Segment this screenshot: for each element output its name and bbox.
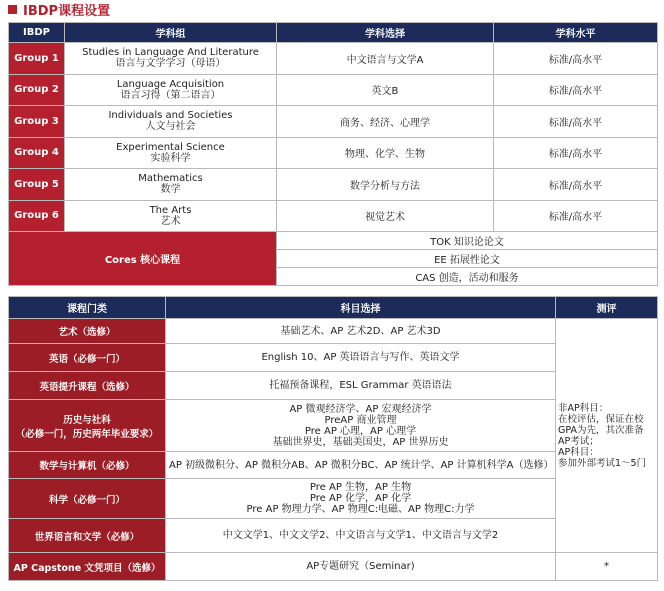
ibdp-table — [8, 22, 658, 286]
group-name-en: Mathematics — [138, 173, 203, 185]
subject-list — [166, 452, 556, 479]
subject-list — [166, 553, 556, 581]
subject-line: 托福预备课程，ESL Grammar 英语语法 — [269, 380, 452, 391]
group-label: Group 3 — [9, 106, 65, 138]
header-assessment: 测评 — [556, 297, 658, 319]
header-level: 学科水平 — [494, 23, 658, 43]
subject-list — [166, 519, 556, 553]
core-row — [9, 232, 658, 250]
group-name — [65, 43, 277, 75]
assessment-note — [556, 319, 658, 553]
category-line: 英语（必修一门） — [48, 353, 125, 365]
subject-line: Pre AP 生物，AP 生物 — [309, 482, 412, 493]
subject-choice: 视觉艺术 — [277, 200, 494, 232]
subject-list — [166, 372, 556, 400]
course-category — [9, 479, 166, 519]
table-row — [9, 200, 658, 232]
group-name-en: Studies in Language And Literature — [82, 47, 259, 59]
subject-level: 标准/高水平 — [494, 169, 658, 201]
group-label: Group 6 — [9, 200, 65, 232]
group-name-en: Language Acquisition — [116, 78, 225, 90]
subject-line: AP 初级微积分、AP 微积分AB、AP 微积分BC、AP 统计学、AP 计算机科学A（选修） — [169, 459, 554, 471]
assessment-line: 在校评估，保证在校 — [558, 413, 644, 425]
course-category — [9, 519, 166, 553]
ap-header-row — [9, 297, 658, 319]
category-line: 英语提升课程（选修） — [39, 381, 135, 393]
category-line: 世界语言和文学（必修） — [34, 531, 140, 543]
subject-line: PreAP 商业管理 — [324, 414, 397, 426]
table-row — [9, 319, 658, 344]
subject-choice: 中文语言与文学A — [277, 43, 494, 75]
course-category — [9, 344, 166, 372]
group-label: Group 5 — [9, 169, 65, 201]
subject-level: 标准/高水平 — [494, 200, 658, 232]
category-line: 艺术（选修） — [58, 327, 116, 338]
subject-line: English 10、AP 英语语言与写作、英语文学 — [261, 352, 460, 363]
category-line: 数学与计算机（必修） — [39, 461, 135, 472]
subject-line: AP 微观经济学、AP 宏观经济学 — [289, 403, 432, 415]
header-category: 课程门类 — [9, 297, 166, 319]
group-label: Group 1 — [9, 43, 65, 75]
section-title — [8, 0, 110, 18]
section-title-text: IBDP课程设置 — [23, 3, 111, 19]
course-category — [9, 452, 166, 479]
category-line: （必修一门，历史两年毕业要求） — [15, 428, 159, 440]
core-item: TOK 知识论论文 — [277, 232, 658, 250]
table-row — [9, 169, 658, 201]
subject-line: AP专题研究（Seminar) — [306, 561, 415, 572]
table-row — [9, 74, 658, 106]
subject-level: 标准/高水平 — [494, 43, 658, 75]
group-name-en: Individuals and Societies — [108, 110, 233, 122]
group-name-cn: 语言习得（第二语言） — [120, 89, 221, 101]
table-row — [9, 43, 658, 75]
core-item: EE 拓展性论文 — [277, 250, 658, 268]
table-row — [9, 137, 658, 169]
assessment-line: AP考试； — [558, 435, 599, 447]
group-label: Group 2 — [9, 74, 65, 106]
subject-level: 标准/高水平 — [494, 106, 658, 138]
category-line: AP Capstone 文凭项目（选修） — [13, 562, 161, 574]
group-name — [65, 74, 277, 106]
subject-line: 基础世界史，基础美国史，AP 世界历史 — [272, 436, 449, 448]
course-category — [9, 319, 166, 344]
subject-choice: 数学分析与方法 — [277, 169, 494, 201]
subject-choice: 物理、化学、生物 — [277, 137, 494, 169]
subject-level: 标准/高水平 — [494, 74, 658, 106]
core-label: Cores 核心课程 — [9, 232, 277, 286]
capstone-assessment: * — [556, 553, 658, 581]
group-name-cn: 人文与社会 — [145, 121, 196, 133]
subject-line: Pre AP 心理，AP 心理学 — [304, 425, 417, 437]
subject-list — [166, 400, 556, 452]
subject-choice: 英文B — [277, 74, 494, 106]
table-row — [9, 106, 658, 138]
header-ibdp: IBDP — [9, 23, 65, 43]
assessment-line: GPA为先，其次准备 — [558, 424, 644, 436]
group-name-cn: 实验科学 — [150, 152, 191, 164]
subject-choice: 商务、经济、心理学 — [277, 106, 494, 138]
assessment-line: 参加外部考试1～5门 — [558, 457, 647, 469]
ap-table — [8, 296, 658, 581]
header-group: 学科组 — [65, 23, 277, 43]
header-subjects: 科目选择 — [166, 297, 556, 319]
course-category — [9, 553, 166, 581]
group-name-cn: 数学 — [160, 184, 181, 196]
group-name — [65, 200, 277, 232]
group-name-cn: 艺术 — [160, 215, 181, 227]
group-name-en: Experimental Science — [116, 141, 225, 153]
course-category — [9, 372, 166, 400]
title-square-icon — [8, 5, 17, 14]
subject-line: Pre AP 物理力学、AP 物理C:电磁、AP 物理C:力学 — [246, 504, 475, 515]
group-name-en: The Arts — [149, 204, 192, 216]
assessment-line: 非AP科目： — [558, 402, 609, 414]
group-name — [65, 106, 277, 138]
subject-list — [166, 344, 556, 372]
subject-list — [166, 479, 556, 519]
subject-level: 标准/高水平 — [494, 137, 658, 169]
group-name — [65, 169, 277, 201]
group-name — [65, 137, 277, 169]
category-line: 历史与社科 — [63, 414, 111, 426]
table-row — [9, 553, 658, 581]
subject-line: 中文文学1、中文文学2、中文语言与文学1、中文语言与文学2 — [222, 530, 499, 541]
core-item: CAS 创造，活动和服务 — [277, 268, 658, 286]
group-label: Group 4 — [9, 137, 65, 169]
category-line: 科学（必修一门） — [48, 494, 125, 506]
header-choice: 学科选择 — [277, 23, 494, 43]
ibdp-header-row — [9, 23, 658, 43]
assessment-line: AP科目： — [558, 446, 599, 458]
course-category — [9, 400, 166, 452]
group-name-cn: 语言与文学学习（母语） — [115, 58, 226, 70]
subject-list — [166, 319, 556, 344]
subject-line: Pre AP 化学，AP 化学 — [309, 493, 412, 504]
subject-line: 基础艺术、AP 艺术2D、AP 艺术3D — [280, 325, 441, 337]
